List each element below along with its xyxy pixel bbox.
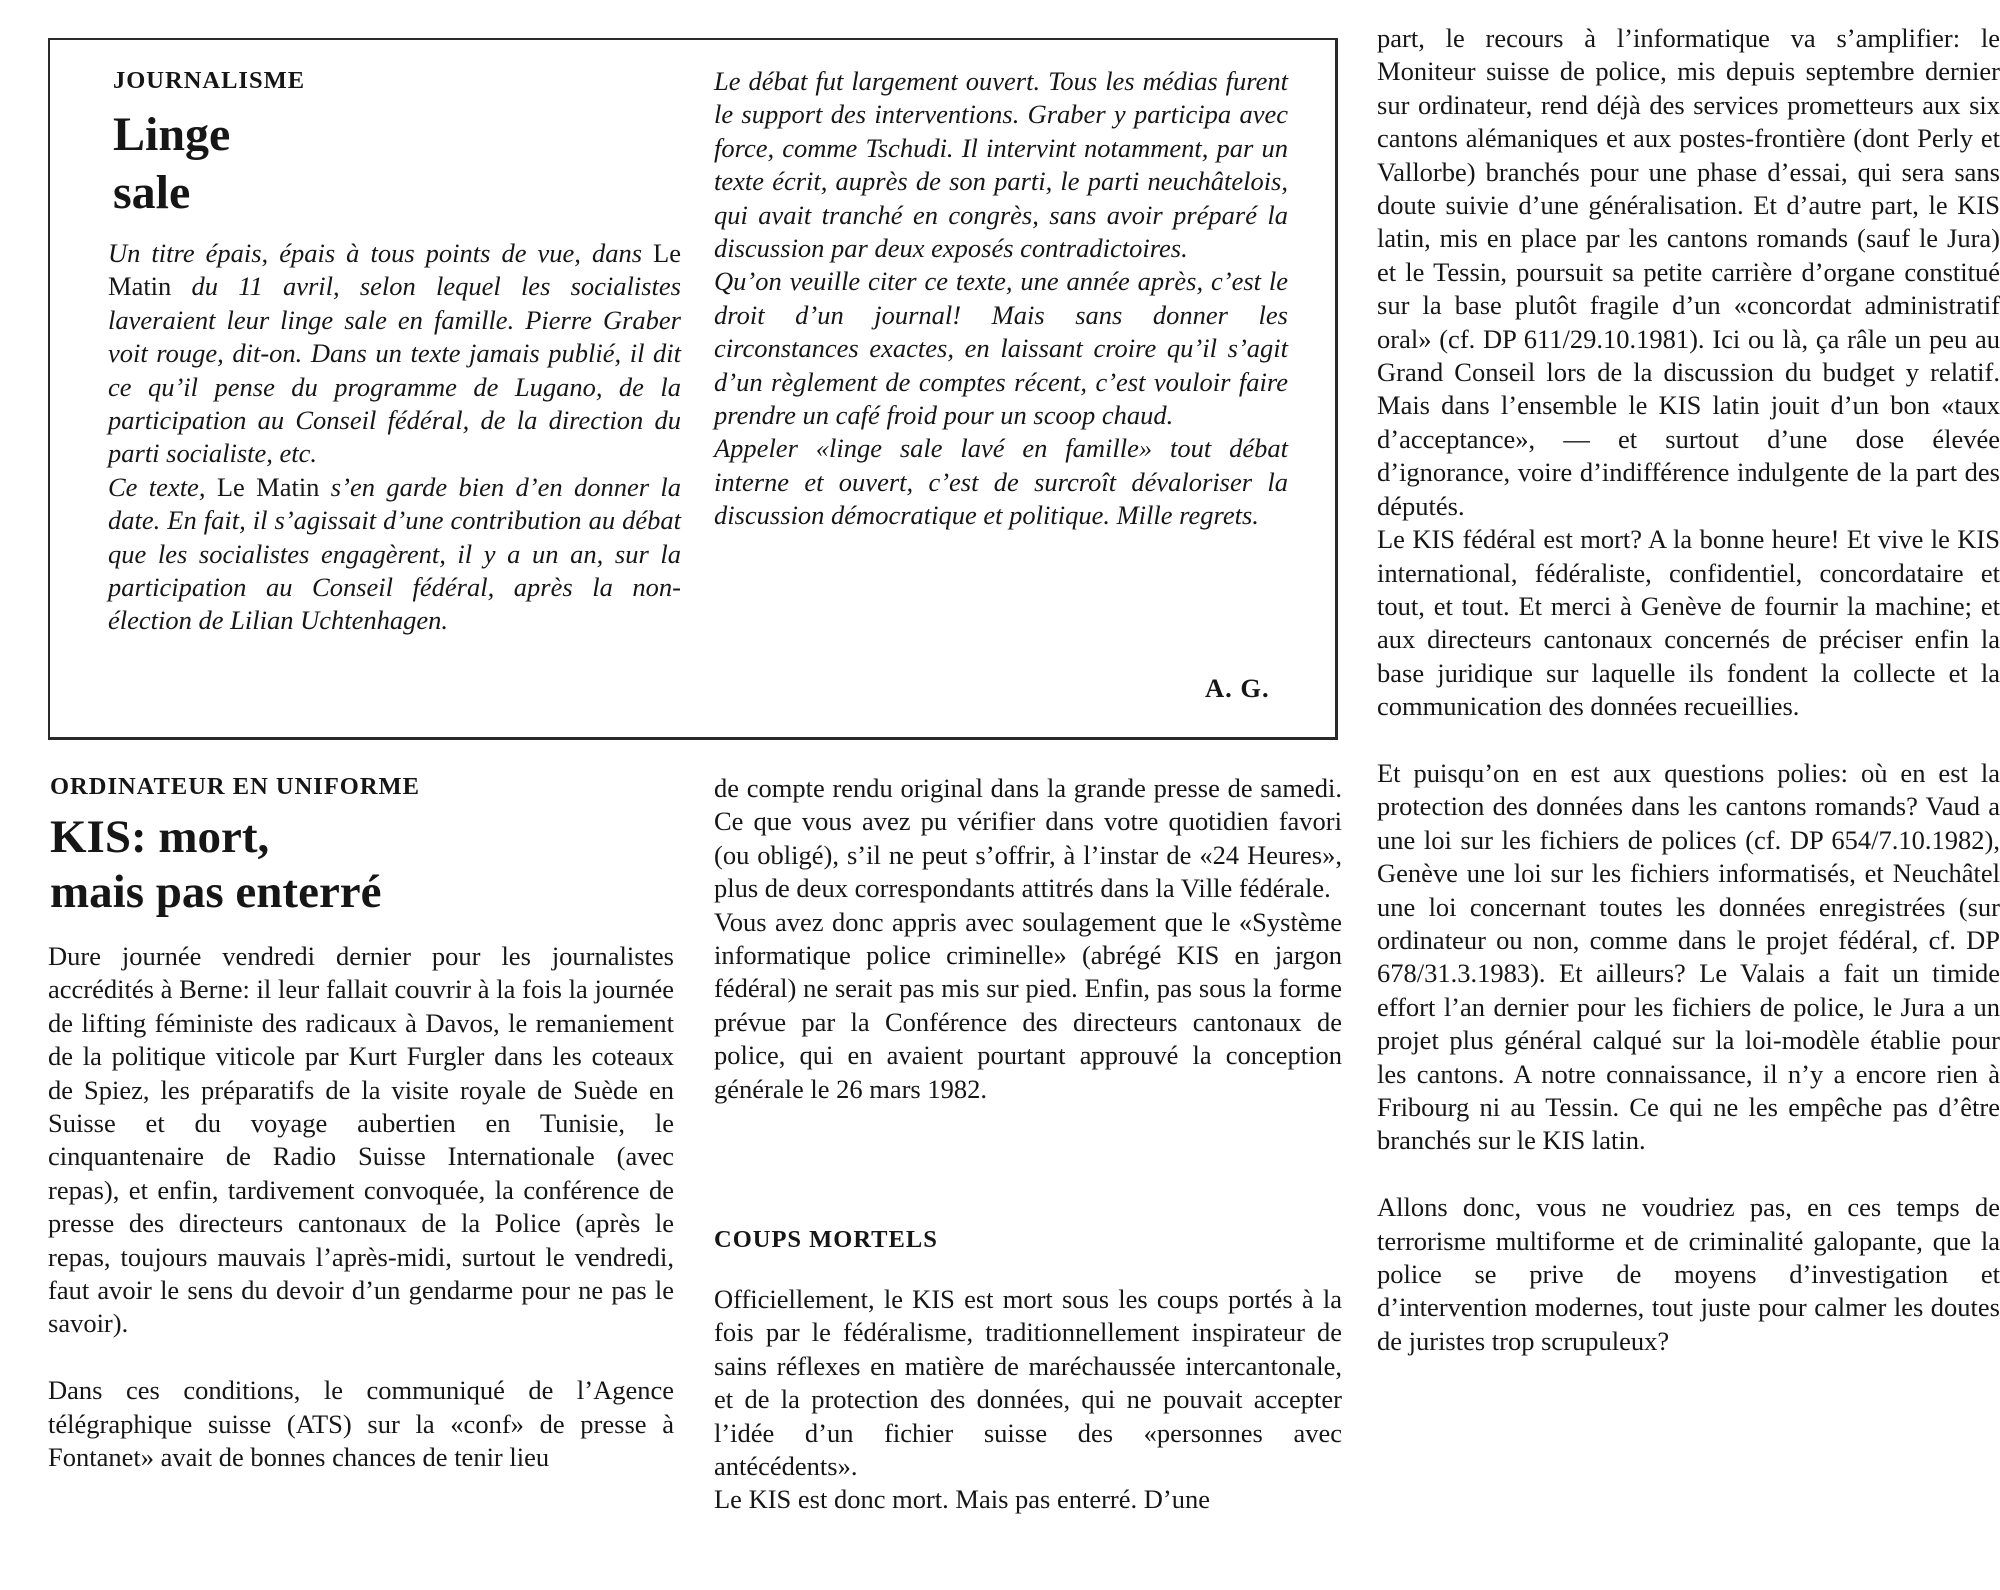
article-paragraph-1: Dure journée vendredi dernier pour les journalistes accrédités à Berne: il leur fallait couvrir à la fois la journée de lifting féministe des radicaux à Davos, le remaniement de la politique viticole par Kurt Furgler dans les coteaux de Spiez, les préparatifs de la visite royale de Suède en Suisse et du voyage aubertien en Tunisie, le cinquantenaire de Radio Suisse Internationale (avec repas), et enfin, tardivement convoquée, la conférence de presse des directeurs cantonaux de la Police (après le repas, toujours mauvais l’après-midi, surtout le vendredi, faut avoir le sens du devoir d’un gendarme pour ne pas le savoir). xyxy=(48,941,674,1339)
sidebar-paragraph-3: Le débat fut largement ouvert. Tous les médias furent le support des interventions. Graber y participa avec force, comme Tschudi. Il intervint notamment, par un texte écrit, auprès de son parti, le parti neuchâtelois, qui avait tranché en congrès, sans avoir préparé la discussion par deux exposés contradictoires. xyxy=(714,66,1288,264)
article-paragraph-2-start: Dans ces conditions, le communiqué de l’Agence télégraphique suisse (ATS) sur la «conf» de presse à Fontanet» avait de bonnes chances de tenir lieu xyxy=(48,1375,674,1473)
sidebar-column-2 xyxy=(714,65,1288,533)
sidebar-paragraph-1 xyxy=(108,237,681,471)
article-title-line-1: KIS: mort, xyxy=(50,811,270,863)
article-column-1 xyxy=(48,940,674,1474)
article-column-2 xyxy=(714,772,1342,1106)
article-column-2-lower xyxy=(714,1283,1342,1517)
article-paragraph-6: Le KIS fédéral est mort? A la bonne heure! Et vive le KIS international, fédéraliste, confidentiel, concordataire et tout, et tout. Et merci à Genève de fournir la machine; et aux directeurs cantonaux concernés de préciser enfin la base juridique sur laquelle ils fondent la collecte et la communication des données recueillies. xyxy=(1377,524,2000,722)
sidebar-p2-newspaper-name: Le Matin xyxy=(216,471,320,502)
sidebar-column-1 xyxy=(108,237,681,638)
article-paragraph-7: Et puisqu’on en est aux questions polies: où en est la protection des données dans les cantons romands? Vaud a une loi sur les fichiers de polices (cf. DP 654/7.10.1982), Genève une loi sur les fichiers informatisés, et Neuchâtel une loi concernant toutes les données enregistrées (sur ordinateur ou non, comme dans le projet fédéral, cf. DP 678/31.3.1983). Et ailleurs? Le Valais a fait un timide effort l’an dernier pour les fichiers de police, le Jura a un projet plus général calqué sur la loi-modèle établie pour les cantons. A notre connaissance, il n’y a encore rien à Fribourg ni au Tessin. Ce qui ne les empêche pas d’être branchés sur le KIS latin. xyxy=(1377,757,2000,1156)
article-paragraph-2-end: de compte rendu original dans la grande presse de samedi. Ce que vous avez pu vérifier dans votre quotidien favori (ou obligé), s’il ne peut s’offrir, à l’instar de «24 Heures», plus de deux correspondants attitrés dans la Ville fédérale. xyxy=(714,773,1342,904)
article-column-3 xyxy=(1377,22,2000,1358)
sidebar-title-line-1: Linge xyxy=(113,108,231,161)
article-paragraph-4: Officiellement, le KIS est mort sous les coups portés à la fois par le fédéralisme, traditionnellement inspirateur de sains réflexes en matière de maréchaussée intercantonale, et de la protection des données, qui ne pouvait accepter l’idée d’un fichier suisse des «personnes avec antécédents». xyxy=(714,1284,1342,1482)
sidebar-paragraph-5: Appeler «linge sale lavé en famille» tout débat interne et ouvert, c’est de surcroît dévaloriser la discussion démocratique et politique. Mille regrets. xyxy=(714,433,1288,531)
sidebar-p1-text-c: du 11 avril, selon lequel les socialistes laveraient leur linge sale en famille. Pierre Graber voit rouge, dit-on. Dans un texte jamais publié, il dit ce qu’il pense du programme de Lugano, de la participation au Conseil fédéral, de la direction du parti socialiste, etc. xyxy=(108,271,681,469)
sidebar-kicker: JOURNALISME xyxy=(113,67,306,94)
sidebar-title-line-2: sale xyxy=(113,166,191,219)
article-title xyxy=(50,810,382,920)
sidebar-paragraph-2 xyxy=(108,471,681,638)
sidebar-p1-text-a: Un titre épais, épais à tous points de vue, dans xyxy=(108,238,654,268)
sidebar-p2-text-a: Ce texte, xyxy=(108,471,217,502)
sidebar-title xyxy=(113,106,230,222)
article-paragraph-5-start: Le KIS est donc mort. Mais pas enterré. D’une xyxy=(714,1484,1210,1515)
sidebar-signature: A. G. xyxy=(1205,673,1270,703)
article-title-line-2: mais pas enterré xyxy=(50,866,382,918)
article-paragraph-8: Allons donc, vous ne voudriez pas, en ces temps de terrorisme multiforme et de criminalité galopante, que la police se prive de moyens d’investigation et d’intervention modernes, tout juste pour calmer les doutes de juristes trop scrupuleux? xyxy=(1377,1192,2000,1356)
sidebar-p2-text-c: s’en garde bien d’en donner la date. En fait, il s’agissait d’une contribution au débat que les socialistes engagèrent, il y a un an, sur la participation au Conseil fédéral, après la non-élection de Lilian Uchtenhagen. xyxy=(108,471,682,636)
article-subhead: COUPS MORTELS xyxy=(714,1226,938,1253)
sidebar-paragraph-4: Qu’on veuille citer ce texte, une année après, c’est le droit d’un journal! Mais sans donner les circonstances exactes, en laissant croire qu’il s’agit d’un règlement de comptes récent, c’est vouloir faire prendre un café froid pour un scoop chaud. xyxy=(714,266,1288,431)
article-paragraph-5-end: part, le recours à l’informatique va s’amplifier: le Moniteur suisse de police, mis depuis septembre dernier sur ordinateur, rend déjà des services prometteurs aux six cantons alémaniques et aux postes-frontière (dont Perly et Vallorbe) branchés pour une phase d’essai, qui sera sans doute suivie d’une généralisation. Et d’autre part, le KIS latin, mis en place par les cantons romands (sauf le Jura) et le Tessin, poursuit sa petite carrière d’organe constitué sur la base plutôt fragile d’un «concordat administratif oral» (cf. DP 611/29.10.1981). Ici ou là, ça râle un peu au Grand Conseil lors de la discussion du budget y relatif. Mais dans l’ensemble le KIS latin jouit d’un bon «taux d’acceptance», — et surtout d’une dose élevée d’ignorance, voire d’indifférence indulgente de la part des députés. xyxy=(1377,23,2000,521)
article-kicker: ORDINATEUR EN UNIFORME xyxy=(50,773,421,800)
article-paragraph-3: Vous avez donc appris avec soulagement que le «Système informatique police criminelle» (abrégé KIS en jargon fédéral) ne serait pas mis sur pied. Enfin, pas sous la forme prévue par la Conférence des directeurs cantonaux de police, qui en avaient pourtant approuvé la conception générale le 26 mars 1982. xyxy=(714,906,1342,1104)
sidebar-p1-newspaper-name: Le Matin xyxy=(108,238,681,302)
